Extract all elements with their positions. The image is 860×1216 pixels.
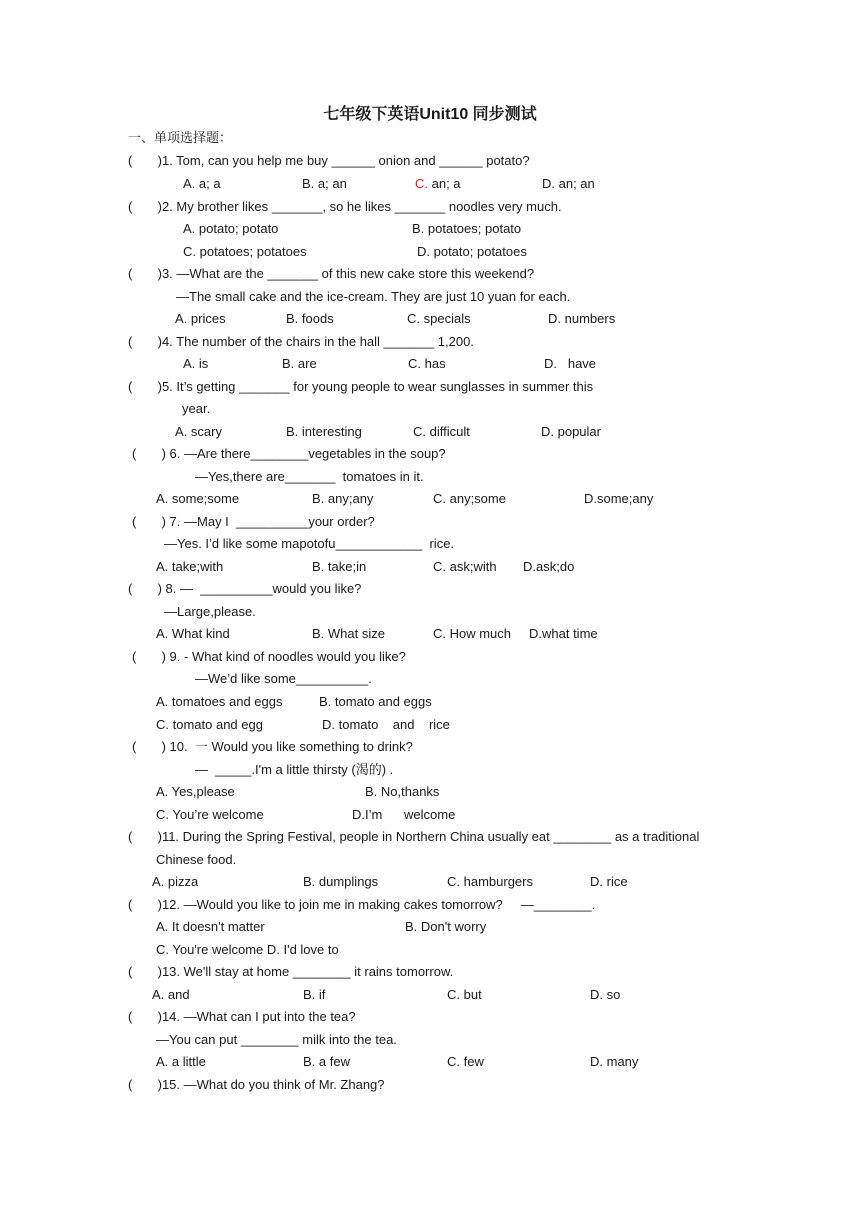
question-5-continued: year. bbox=[182, 401, 211, 416]
option-3d: D. numbers bbox=[548, 311, 616, 326]
option-7a: A. take;with bbox=[156, 559, 224, 574]
option-10d: D.I’m welcome bbox=[352, 807, 456, 822]
question-15: ( )15. —What do you think of Mr. Zhang? bbox=[128, 1077, 385, 1092]
question-9-reply: —We’d like some__________. bbox=[195, 671, 372, 686]
option-11c: C. hamburgers bbox=[447, 874, 533, 889]
question-5: ( )5. It’s getting _______ for young people to wear sunglasses in summer this bbox=[128, 379, 594, 394]
question-9: ( ) 9. - What kind of noodles would you like? bbox=[132, 649, 406, 664]
question-10: ( ) 10. 一 Would you like something to drink? bbox=[132, 739, 413, 754]
option-14b: B. a few bbox=[303, 1054, 350, 1069]
document-title: 七年级下英语Unit10 同步测试 bbox=[323, 106, 537, 123]
option-9c: C. tomato and egg bbox=[156, 717, 263, 732]
option-12cd: C. You're welcome D. I'd love to bbox=[156, 942, 339, 957]
question-7-reply: —Yes. I’d like some mapotofu____________ rice. bbox=[164, 536, 455, 551]
question-13: ( )13. We'll stay at home ________ it rains tomorrow. bbox=[128, 964, 454, 979]
question-6: ( ) 6. —Are there________vegetables in the soup? bbox=[132, 446, 446, 461]
question-11-continued: Chinese food. bbox=[156, 852, 237, 867]
question-14-reply: —You can put ________ milk into the tea. bbox=[156, 1032, 397, 1047]
option-3b: B. foods bbox=[286, 311, 334, 326]
option-9b: B. tomato and eggs bbox=[319, 694, 432, 709]
option-4c: C. has bbox=[408, 356, 446, 371]
option-3a: A. prices bbox=[175, 311, 226, 326]
option-2d: D. potato; potatoes bbox=[417, 244, 527, 259]
option-2c: C. potatoes; potatoes bbox=[183, 244, 307, 259]
option-10c: C. You’re welcome bbox=[156, 807, 264, 822]
option-6b: B. any;any bbox=[312, 491, 374, 506]
question-1: ( )1. Tom, can you help me buy ______ onion and ______ potato? bbox=[128, 153, 530, 168]
question-14: ( )14. —What can I put into the tea? bbox=[128, 1009, 356, 1024]
option-2b: B. potatoes; potato bbox=[412, 221, 522, 236]
question-12: ( )12. —Would you like to join me in making cakes tomorrow? —________. bbox=[128, 897, 596, 912]
option-5b: B. interesting bbox=[286, 424, 362, 439]
option-8c: C. How much bbox=[433, 626, 512, 641]
option-13d: D. so bbox=[590, 987, 621, 1002]
option-11b: B. dumplings bbox=[303, 874, 379, 889]
option-13c: C. but bbox=[447, 987, 482, 1002]
option-12b: B. Don't worry bbox=[405, 919, 487, 934]
option-5c: C. difficult bbox=[413, 424, 470, 439]
option-4d: D. have bbox=[544, 356, 597, 371]
question-10-reply: — _____.I'm a little thirsty (渴的) . bbox=[195, 762, 394, 777]
option-6c: C. any;some bbox=[433, 491, 506, 506]
option-4a: A. is bbox=[183, 356, 209, 371]
option-7d: D.ask;do bbox=[523, 559, 575, 574]
option-11a: A. pizza bbox=[152, 874, 199, 889]
option-2a: A. potato; potato bbox=[183, 221, 279, 236]
question-2: ( )2. My brother likes _______, so he likes _______ noodles very much. bbox=[128, 199, 562, 214]
option-6a: A. some;some bbox=[156, 491, 240, 506]
option-5d: D. popular bbox=[541, 424, 601, 439]
highlighted-answer-letter: C. bbox=[415, 176, 428, 191]
option-12a: A. It doesn't matter bbox=[156, 919, 265, 934]
question-11: ( )11. During the Spring Festival, people in Northern China usually eat ________ as a traditional bbox=[128, 829, 700, 844]
option-8b: B. What size bbox=[312, 626, 385, 641]
option-1d: D. an; an bbox=[542, 176, 595, 191]
section-heading: 一、单项选择题： bbox=[128, 130, 233, 145]
option-9a: A. tomatoes and eggs bbox=[156, 694, 283, 709]
option-10a: A. Yes,please bbox=[156, 784, 235, 799]
option-14a: A. a little bbox=[156, 1054, 206, 1069]
option-5a: A. scary bbox=[175, 424, 222, 439]
question-6-reply: —Yes,there are_______ tomatoes in it. bbox=[195, 469, 424, 484]
option-9d: D. tomato and rice bbox=[322, 717, 450, 732]
question-8-reply: —Large,please. bbox=[164, 604, 256, 619]
option-7c: C. ask;with bbox=[433, 559, 497, 574]
option-10b: B. No,thanks bbox=[365, 784, 440, 799]
question-3-reply: —The small cake and the ice-cream. They are just 10 yuan for each. bbox=[176, 289, 571, 304]
option-1a: A. a; a bbox=[183, 176, 221, 191]
question-8: ( ) 8. — __________would you like? bbox=[128, 581, 362, 596]
option-13b: B. if bbox=[303, 987, 326, 1002]
question-4: ( )4. The number of the chairs in the hall _______ 1,200. bbox=[128, 334, 474, 349]
option-3c: C. specials bbox=[407, 311, 471, 326]
option-8a: A. What kind bbox=[156, 626, 230, 641]
option-7b: B. take;in bbox=[312, 559, 367, 574]
question-7: ( ) 7. —May I __________your order? bbox=[132, 514, 375, 529]
option-13a: A. and bbox=[152, 987, 190, 1002]
option-6d: D.some;any bbox=[584, 491, 654, 506]
option-1b: B. a; an bbox=[302, 176, 347, 191]
question-3: ( )3. —What are the _______ of this new cake store this weekend? bbox=[128, 266, 535, 281]
option-11d: D. rice bbox=[590, 874, 628, 889]
option-14c: C. few bbox=[447, 1054, 484, 1069]
option-8d: D.what time bbox=[529, 626, 598, 641]
option-14d: D. many bbox=[590, 1054, 639, 1069]
option-1c: C. an; a bbox=[415, 176, 461, 191]
option-4b: B. are bbox=[282, 356, 317, 371]
